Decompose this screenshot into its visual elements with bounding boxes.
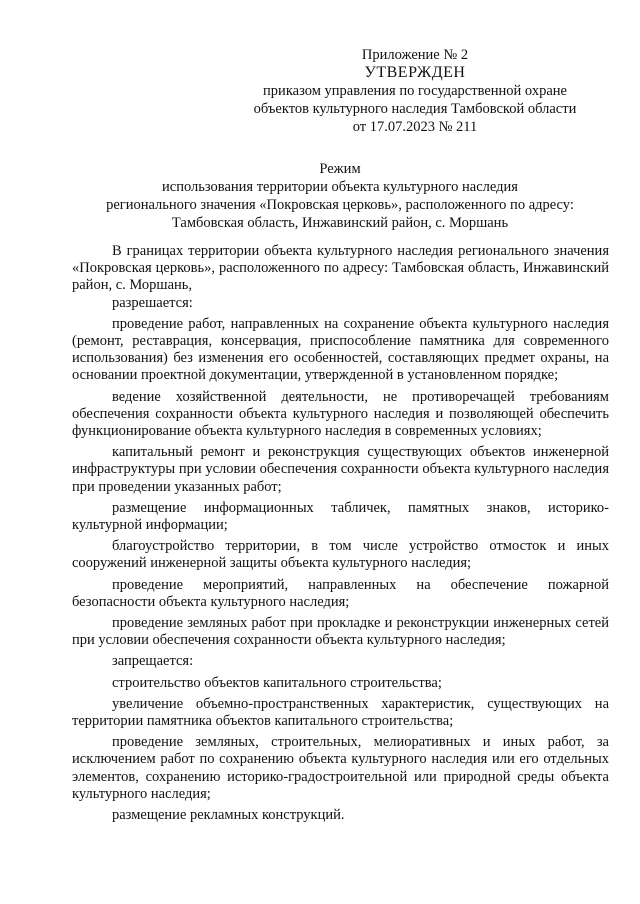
allowed-item: проведение земляных работ при прокладке и реконструкции инженерных сетей при условии обеспечения сохранности объекта культурного наследия; bbox=[72, 615, 609, 649]
approval-line-2: объектов культурного наследия Тамбовской области bbox=[253, 101, 577, 117]
forbidden-item: проведение земляных, строительных, мелиоративных и иных работ, за исключением работ по сохранению объекта культурного наследия или его отдельных элементов, сохранению историко-градостроительной или природной среды объекта культурного наследия; bbox=[72, 734, 609, 802]
intro-paragraph: В границах территории объекта культурного наследия регионального значения «Покровская церковь», расположенного по адресу: Тамбовская область, Инжавинский район, с. Моршань, bbox=[72, 243, 609, 294]
heading-line-1: использования территории объекта культурного наследия bbox=[162, 179, 518, 195]
allowed-item: благоустройство территории, в том числе устройство отмосток и иных сооружений инженерной защиты объекта культурного наследия; bbox=[72, 538, 609, 572]
forbidden-item: размещение рекламных конструкций. bbox=[112, 807, 345, 824]
allowed-item: капитальный ремонт и реконструкция существующих объектов инженерной инфраструктуры при условии обеспечения сохранности объекта культурного наследия при проведении указанных работ; bbox=[72, 444, 609, 495]
approved-stamp: УТВЕРЖДЕН bbox=[364, 64, 466, 81]
document-heading bbox=[60, 160, 620, 232]
document-body bbox=[72, 243, 609, 824]
approval-line-1: приказом управления по государственной охране bbox=[263, 83, 567, 99]
allowed-item: размещение информационных табличек, памятных знаков, историко-культурной информации; bbox=[72, 499, 609, 534]
forbidden-item: строительство объектов капитального строительства; bbox=[112, 674, 442, 691]
allowed-item: проведение мероприятий, направленных на обеспечение пожарной безопасности объекта культурного наследия; bbox=[72, 576, 609, 610]
allowed-item: проведение работ, направленных на сохранение объекта культурного наследия (ремонт, реставрация, консервация, приспособление памятника для современного использования) без изменения его особенностей, составляющих предмет охраны, на основании проектной документации, утвержденной в установленном порядке; bbox=[72, 315, 609, 384]
approval-block bbox=[250, 46, 580, 136]
heading-title: Режим bbox=[319, 161, 361, 177]
forbidden-item: увеличение объемно-пространственных характеристик, существующих на территории памятника объектов капитального строительства; bbox=[72, 695, 609, 730]
approval-line-3: от 17.07.2023 № 211 bbox=[352, 119, 478, 135]
heading-line-3: Тамбовская область, Инжавинский район, с. Моршань bbox=[171, 215, 509, 231]
appendix-number: Приложение № 2 bbox=[361, 47, 469, 63]
heading-line-2: регионального значения «Покровская церковь», расположенного по адресу: bbox=[106, 197, 574, 213]
forbidden-label: запрещается: bbox=[112, 653, 194, 670]
allowed-label: разрешается: bbox=[112, 294, 193, 311]
allowed-item: ведение хозяйственной деятельности, не противоречащей требованиям обеспечения сохранности объекта культурного наследия и позволяющей обеспечить функционирование объекта культурного наследия в современных условиях; bbox=[72, 388, 609, 440]
